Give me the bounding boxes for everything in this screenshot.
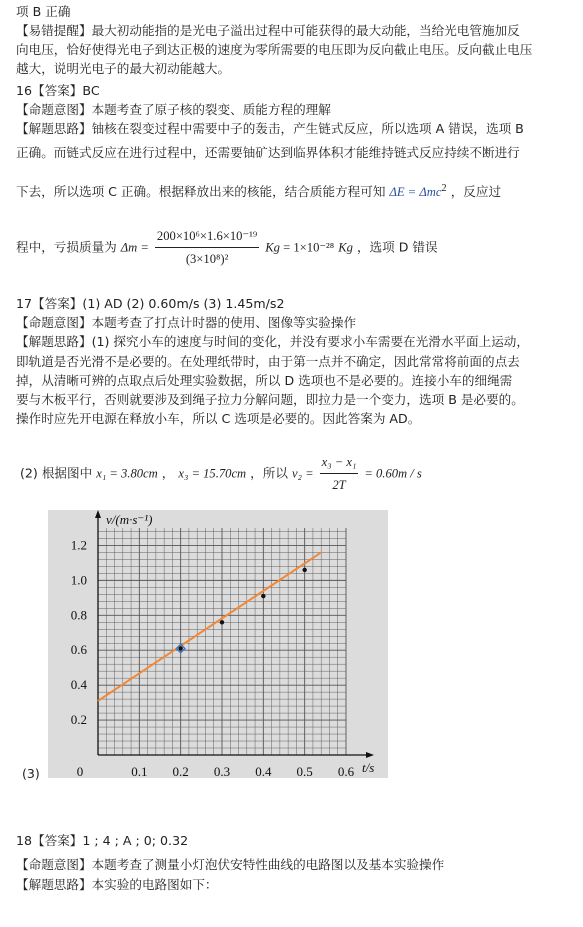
q17-part2: (2) 根据图中 x₁ = 3.80cm ， x₃ = 15.70cm ，所以 v₂ = $\frac{\text{x₃ − x₁}}{2T}$ = 0.60m / s <box>20 452 422 495</box>
y-axis-label: v/(m·s⁻¹) <box>106 512 153 527</box>
y-tick-label: 0.4 <box>70 677 87 693</box>
q17-solution-5: 操作时应先开电源在释放小车，所以 C 选项是必要的。因此答案为 AD。 <box>16 411 421 426</box>
data-point <box>302 568 306 572</box>
q16-text-4b: ，选项 D 错误 <box>356 239 438 255</box>
q17-solution-3: 掉，从清晰可辨的点取点后处理实验数据，所以 D 选项也不是必要的。连接小车的细绳需 <box>16 373 513 388</box>
fit-line <box>98 552 321 700</box>
x-tick-label: 0.2 <box>172 764 189 778</box>
v2-symbol: v₂ = <box>291 466 314 481</box>
velocity-time-graph <box>48 510 388 778</box>
x-axis-arrow <box>366 752 374 758</box>
q17-so: ，所以 <box>250 465 288 481</box>
origin-label: 0 <box>76 764 84 778</box>
q17-solution-2: 即轨道是否光滑不是必要的。在处理纸带时，由于第一点并不确定，因此常常将前面的点去 <box>16 354 520 369</box>
line-l4: 越大，说明光电子的最大初动能越大。 <box>16 61 231 76</box>
data-point <box>220 620 224 624</box>
x-tick-label: 0.1 <box>131 764 148 778</box>
v2-denominator: 2T <box>332 478 346 492</box>
q16-text-3a: 下去，所以选项 C 正确。根据释放出来的核能，结合质能方程可知 <box>16 184 386 200</box>
y-tick-label: 0.8 <box>70 607 87 623</box>
data-point <box>178 646 182 650</box>
y-tick-label: 0.2 <box>70 712 87 728</box>
x-tick-label: 0.3 <box>213 764 231 778</box>
x3-value: x₃ = 15.70cm <box>178 466 247 481</box>
mass-defect-fraction <box>155 226 259 269</box>
q18-solution-1: 【解题思路】本实验的电路图如下： <box>16 877 218 892</box>
q18-intent: 【命题意图】本题考查了测量小灯泡伏安特性曲线的电路图以及基本实验操作 <box>16 857 445 872</box>
chart-svg <box>48 510 388 778</box>
q16-answer: 16【答案】BC <box>16 83 100 98</box>
q17-intent: 【命题意图】本题考查了打点计时器的使用、图像等实验操作 <box>16 315 357 330</box>
x-tick-label: 0.5 <box>296 764 313 778</box>
q17-answer: 17【答案】(1) AD (2) 0.60m/s (3) 1.45m/s2 <box>16 296 285 311</box>
q16-solution-4 <box>16 226 438 269</box>
q17-solution-1: 【解题思路】(1) 探究小车的速度与时间的变化，并没有要求小车需要在光滑水平面上运动， <box>16 334 529 349</box>
data-point <box>261 594 265 598</box>
q17-part2-label: (2) 根据图中 <box>20 465 93 481</box>
x-tick-label: 0.4 <box>255 764 272 778</box>
line-l2: 【易错提醒】最大初动能指的是光电子溢出过程中可能获得的最大动能，当给光电管施加反 <box>16 23 520 38</box>
q16-text-4a: 程中，亏损质量为 <box>16 239 117 255</box>
unit-kg: Kg <box>265 240 280 255</box>
q16-solution-1: 【解题思路】铀核在裂变过程中需要中子的轰击，产生链式反应，所以选项 A 错误，选项 B <box>16 121 524 136</box>
unit-kg-2: Kg <box>338 240 353 255</box>
formula-exponent: 2 <box>441 183 447 194</box>
y-tick-label: 1.0 <box>70 572 87 588</box>
x-tick-label: 0.6 <box>337 764 355 778</box>
x-axis-label: t/s <box>362 760 375 775</box>
q16-solution-2: 正确。而链式反应在进行过程中，还需要铀矿达到临界体积才能维持链式反应持续不断进行 <box>16 145 520 160</box>
y-tick-label: 1.2 <box>70 537 87 553</box>
line-l1: 项 B 正确 <box>16 4 71 19</box>
v2-numerator: x₃ − x₁ <box>320 452 359 474</box>
line-l3: 向电压，恰好使得光电子到达正极的速度为零所需要的电压即为反向截止电压。反向截止电压 <box>16 42 533 57</box>
y-tick-label: 0.6 <box>70 642 87 658</box>
q17-solution-4: 要与木板平行，否则就要涉及到绳子拉力分解问题，即拉力是一个变力，选项 B 是必要的。 <box>16 392 524 407</box>
x1-value: x₁ = 3.80cm <box>96 466 158 481</box>
q17-part3-label: (3) <box>22 766 40 781</box>
q16-solution-3 <box>16 180 501 201</box>
fraction-denominator: (3×10⁸)² <box>185 252 229 266</box>
mass-defect-result: = 1×10⁻²⁸ <box>279 240 335 255</box>
fraction-numerator: 200×10⁶×1.6×10⁻¹⁹ <box>155 226 259 248</box>
mass-defect-symbol: Δm = <box>120 240 149 255</box>
q16-text-3b: ，反应过 <box>450 184 502 200</box>
v2-fraction <box>320 452 359 495</box>
y-axis-arrow <box>95 510 101 518</box>
q16-intent: 【命题意图】本题考查了原子核的裂变、质能方程的理解 <box>16 102 331 117</box>
mass-energy-formula: ΔE = Δmc <box>389 185 442 200</box>
v2-result: = 0.60m / s <box>364 466 422 481</box>
q18-answer: 18【答案】1 ; 4 ; A ; 0; 0.32 <box>16 833 189 848</box>
